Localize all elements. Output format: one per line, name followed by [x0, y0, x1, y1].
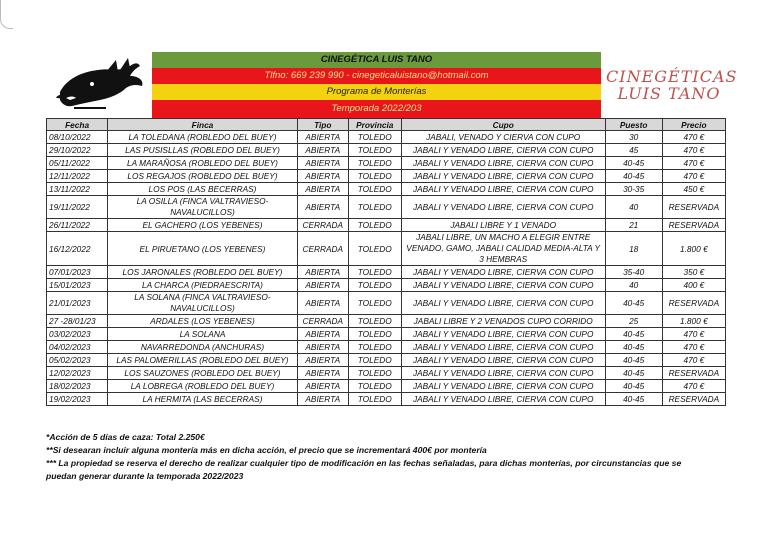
- cell-finca: LOS JARONALES (ROBLEDO DEL BUEY): [108, 266, 298, 279]
- cell-tipo: ABIERTA: [297, 292, 348, 315]
- cell-fecha: 26/11/2022: [47, 219, 108, 232]
- table-row: [47, 279, 726, 292]
- brand-logo-text: [606, 67, 738, 103]
- cell-tipo: ABIERTA: [297, 157, 348, 170]
- cell-puesto: 40-45: [605, 354, 662, 367]
- cell-precio: 470 €: [662, 157, 725, 170]
- cell-finca: LAS PALOMERILLAS (ROBLEDO DEL BUEY): [108, 354, 298, 367]
- cell-puesto: 18: [605, 232, 662, 266]
- cell-finca: NAVARREDONDA (ANCHURAS): [108, 341, 298, 354]
- table-row: [47, 219, 726, 232]
- cell-finca: LAS PUSISLLAS (ROBLEDO DEL BUEY): [108, 144, 298, 157]
- cell-finca: ARDALES (LOS YEBENES): [108, 315, 298, 328]
- cell-tipo: ABIERTA: [297, 393, 348, 406]
- cell-puesto: 30: [605, 131, 662, 144]
- cell-cupo: JABALI Y VENADO LIBRE, CIERVA CON CUPO: [401, 144, 605, 157]
- cell-provincia: TOLEDO: [348, 315, 401, 328]
- document-header: [46, 52, 738, 118]
- column-header-tipo: Tipo: [297, 119, 348, 131]
- cell-tipo: ABIERTA: [297, 266, 348, 279]
- brand-line-2: LUIS TANO: [617, 84, 721, 103]
- cell-fecha: 03/02/2023: [47, 328, 108, 341]
- cell-finca: LA LOBREGA (ROBLEDO DEL BUEY): [108, 380, 298, 393]
- cell-cupo: JABALI Y VENADO LIBRE, CIERVA CON CUPO: [401, 157, 605, 170]
- cell-cupo: JABALI, VENADO Y CIERVA CON CUPO: [401, 131, 605, 144]
- cell-provincia: TOLEDO: [348, 367, 401, 380]
- table-row: [47, 232, 726, 266]
- cell-finca: LOS REGAJOS (ROBLEDO DEL BUEY): [108, 170, 298, 183]
- cell-precio: RESERVADA: [662, 196, 725, 219]
- contact-info: Tlfno: 669 239 990 - cinegeticaluistano@hotmail.com: [152, 68, 601, 84]
- table-row: [47, 196, 726, 219]
- cell-finca: LOS POS (LAS BECERRAS): [108, 183, 298, 196]
- table-row: [47, 354, 726, 367]
- cell-precio: 1.800 €: [662, 232, 725, 266]
- cell-finca: LA HERMITA (LAS BECERRAS): [108, 393, 298, 406]
- cell-precio: 470 €: [662, 380, 725, 393]
- cell-precio: 470 €: [662, 354, 725, 367]
- table-row: [47, 157, 726, 170]
- cell-cupo: JABALI Y VENADO LIBRE, CIERVA CON CUPO: [401, 292, 605, 315]
- cell-finca: EL GACHERO (LOS YEBENES): [108, 219, 298, 232]
- cell-provincia: TOLEDO: [348, 219, 401, 232]
- cell-puesto: 40-45: [605, 380, 662, 393]
- table-row: [47, 328, 726, 341]
- cell-finca: LOS SAUZONES (ROBLEDO DEL BUEY): [108, 367, 298, 380]
- cell-puesto: 40-45: [605, 328, 662, 341]
- cell-puesto: 40-45: [605, 367, 662, 380]
- cell-tipo: ABIERTA: [297, 354, 348, 367]
- cell-precio: 470 €: [662, 144, 725, 157]
- cell-cupo: JABALI LIBRE, UN MACHO A ELEGIR ENTRE VENADO, GAMO, JABALI CALIDAD MEDIA-ALTA Y 3 HEMBRAS: [401, 232, 605, 266]
- note-disclaimer: *** La propiedad se reserva el derecho de realizar cualquier tipo de modificación en las fechas señaladas, para dichas monterías, por circunstancias que se puedan generar durante la temporada 2022/2023: [46, 458, 682, 481]
- cell-provincia: TOLEDO: [348, 279, 401, 292]
- cell-provincia: TOLEDO: [348, 393, 401, 406]
- cell-finca: LA CHARCA (PIEDRAESCRITA): [108, 279, 298, 292]
- table-row: [47, 131, 726, 144]
- cell-fecha: 07/01/2023: [47, 266, 108, 279]
- boar-head-icon: [46, 52, 152, 118]
- corner-decoration: [0, 0, 13, 29]
- cell-fecha: 05/02/2023: [47, 354, 108, 367]
- cell-cupo: JABALI Y VENADO LIBRE, CIERVA CON CUPO: [401, 279, 605, 292]
- cell-cupo: JABALI Y VENADO LIBRE, CIERVA CON CUPO: [401, 354, 605, 367]
- cell-tipo: ABIERTA: [297, 170, 348, 183]
- table-header-row: [47, 119, 726, 131]
- cell-cupo: JABALI Y VENADO LIBRE, CIERVA CON CUPO: [401, 380, 605, 393]
- cell-puesto: 40-45: [605, 157, 662, 170]
- cell-tipo: ABIERTA: [297, 196, 348, 219]
- table-row: [47, 144, 726, 157]
- season-title: Temporada 2022/203: [152, 100, 601, 118]
- note-extra: **Si desearan incluir alguna montería más en dicha acción, el precio que se incrementará 400€ por montería: [46, 445, 487, 455]
- table-body: [47, 131, 726, 406]
- cell-precio: 470 €: [662, 131, 725, 144]
- cell-fecha: 13/11/2022: [47, 183, 108, 196]
- cell-provincia: TOLEDO: [348, 183, 401, 196]
- table-row: [47, 380, 726, 393]
- cell-precio: 470 €: [662, 328, 725, 341]
- brand-line-1: CINEGÉTICAS: [606, 67, 738, 86]
- cell-provincia: TOLEDO: [348, 266, 401, 279]
- cell-tipo: ABIERTA: [297, 367, 348, 380]
- cell-provincia: TOLEDO: [348, 170, 401, 183]
- cell-precio: 450 €: [662, 183, 725, 196]
- cell-precio: RESERVADA: [662, 367, 725, 380]
- table-row: [47, 341, 726, 354]
- cell-puesto: 30-35: [605, 183, 662, 196]
- cell-fecha: 29/10/2022: [47, 144, 108, 157]
- cell-fecha: 19/11/2022: [47, 196, 108, 219]
- cell-cupo: JABALI Y VENADO LIBRE, CIERVA CON CUPO: [401, 170, 605, 183]
- cell-finca: LA SOLANA: [108, 328, 298, 341]
- cell-finca: EL PIRUETANO (LOS YEBENES): [108, 232, 298, 266]
- cell-cupo: JABALI Y VENADO LIBRE, CIERVA CON CUPO: [401, 393, 605, 406]
- cell-puesto: 35-40: [605, 266, 662, 279]
- cell-precio: 400 €: [662, 279, 725, 292]
- cell-tipo: ABIERTA: [297, 183, 348, 196]
- cell-provincia: TOLEDO: [348, 144, 401, 157]
- table-row: [47, 266, 726, 279]
- cell-precio: 470 €: [662, 341, 725, 354]
- cell-provincia: TOLEDO: [348, 328, 401, 341]
- cell-puesto: 25: [605, 315, 662, 328]
- cell-provincia: TOLEDO: [348, 380, 401, 393]
- cell-puesto: 40-45: [605, 292, 662, 315]
- note-total: *Acción de 5 días de caza: Total 2.250€: [46, 432, 205, 442]
- cell-puesto: 40-45: [605, 393, 662, 406]
- cell-fecha: 18/02/2023: [47, 380, 108, 393]
- cell-fecha: 04/02/2023: [47, 341, 108, 354]
- cell-cupo: JABALI LIBRE Y 1 VENADO: [401, 219, 605, 232]
- cell-finca: LA SOLANA (FINCA VALTRAVIESO-NAVALUCILLOS): [108, 292, 298, 315]
- table-row: [47, 183, 726, 196]
- cell-cupo: JABALI Y VENADO LIBRE, CIERVA CON CUPO: [401, 183, 605, 196]
- cell-fecha: 19/02/2023: [47, 393, 108, 406]
- cell-precio: RESERVADA: [662, 292, 725, 315]
- cell-fecha: 21/01/2023: [47, 292, 108, 315]
- table-row: [47, 367, 726, 380]
- column-header-fecha: Fecha: [47, 119, 108, 131]
- cell-fecha: 05/11/2022: [47, 157, 108, 170]
- cell-tipo: CERRADA: [297, 232, 348, 266]
- cell-fecha: 27 -28/01/23: [47, 315, 108, 328]
- cell-precio: 1.800 €: [662, 315, 725, 328]
- cell-provincia: TOLEDO: [348, 131, 401, 144]
- cell-precio: 470 €: [662, 170, 725, 183]
- column-header-finca: Finca: [108, 119, 298, 131]
- cell-precio: 350 €: [662, 266, 725, 279]
- column-header-precio: Precio: [662, 119, 725, 131]
- cell-provincia: TOLEDO: [348, 292, 401, 315]
- cell-tipo: ABIERTA: [297, 341, 348, 354]
- table-row: [47, 292, 726, 315]
- cell-finca: LA TOLEDANA (ROBLEDO DEL BUEY): [108, 131, 298, 144]
- cell-fecha: 08/10/2022: [47, 131, 108, 144]
- cell-tipo: ABIERTA: [297, 144, 348, 157]
- cell-provincia: TOLEDO: [348, 354, 401, 367]
- program-title: Programa de Monterías: [152, 84, 601, 100]
- cell-tipo: ABIERTA: [297, 279, 348, 292]
- cell-cupo: JABALI LIBRE Y 2 VENADOS CUPO CORRIDO: [401, 315, 605, 328]
- cell-puesto: 40: [605, 196, 662, 219]
- monterias-table: [46, 118, 726, 406]
- cell-provincia: TOLEDO: [348, 196, 401, 219]
- cell-precio: RESERVADA: [662, 219, 725, 232]
- cell-cupo: JABALI Y VENADO LIBRE, CIERVA CON CUPO: [401, 367, 605, 380]
- cell-tipo: ABIERTA: [297, 131, 348, 144]
- cell-tipo: ABIERTA: [297, 380, 348, 393]
- cell-finca: LA OSILLA (FINCA VALTRAVIESO-NAVALUCILLOS): [108, 196, 298, 219]
- cell-cupo: JABALI Y VENADO LIBRE, CIERVA CON CUPO: [401, 328, 605, 341]
- table-row: [47, 393, 726, 406]
- cell-fecha: 12/02/2023: [47, 367, 108, 380]
- cell-finca: LA MARAÑOSA (ROBLEDO DEL BUEY): [108, 157, 298, 170]
- table-row: [47, 315, 726, 328]
- cell-puesto: 40-45: [605, 341, 662, 354]
- table-row: [47, 170, 726, 183]
- cell-cupo: JABALI Y VENADO LIBRE, CIERVA CON CUPO: [401, 266, 605, 279]
- cell-fecha: 16/12/2022: [47, 232, 108, 266]
- cell-provincia: TOLEDO: [348, 157, 401, 170]
- cell-provincia: TOLEDO: [348, 232, 401, 266]
- cell-cupo: JABALI Y VENADO LIBRE, CIERVA CON CUPO: [401, 341, 605, 354]
- notes-section: [46, 431, 686, 483]
- cell-tipo: CERRADA: [297, 315, 348, 328]
- cell-tipo: CERRADA: [297, 219, 348, 232]
- cell-puesto: 21: [605, 219, 662, 232]
- cell-tipo: ABIERTA: [297, 328, 348, 341]
- cell-puesto: 40-45: [605, 170, 662, 183]
- column-header-puesto: Puesto: [605, 119, 662, 131]
- column-header-provincia: Provincia: [348, 119, 401, 131]
- column-header-cupo: Cupo: [401, 119, 605, 131]
- company-name: CINEGÉTICA LUIS TANO: [152, 52, 601, 68]
- cell-fecha: 12/11/2022: [47, 170, 108, 183]
- cell-provincia: TOLEDO: [348, 341, 401, 354]
- cell-puesto: 40: [605, 279, 662, 292]
- cell-cupo: JABALI Y VENADO LIBRE, CIERVA CON CUPO: [401, 196, 605, 219]
- cell-fecha: 15/01/2023: [47, 279, 108, 292]
- cell-puesto: 45: [605, 144, 662, 157]
- cell-precio: RESERVADA: [662, 393, 725, 406]
